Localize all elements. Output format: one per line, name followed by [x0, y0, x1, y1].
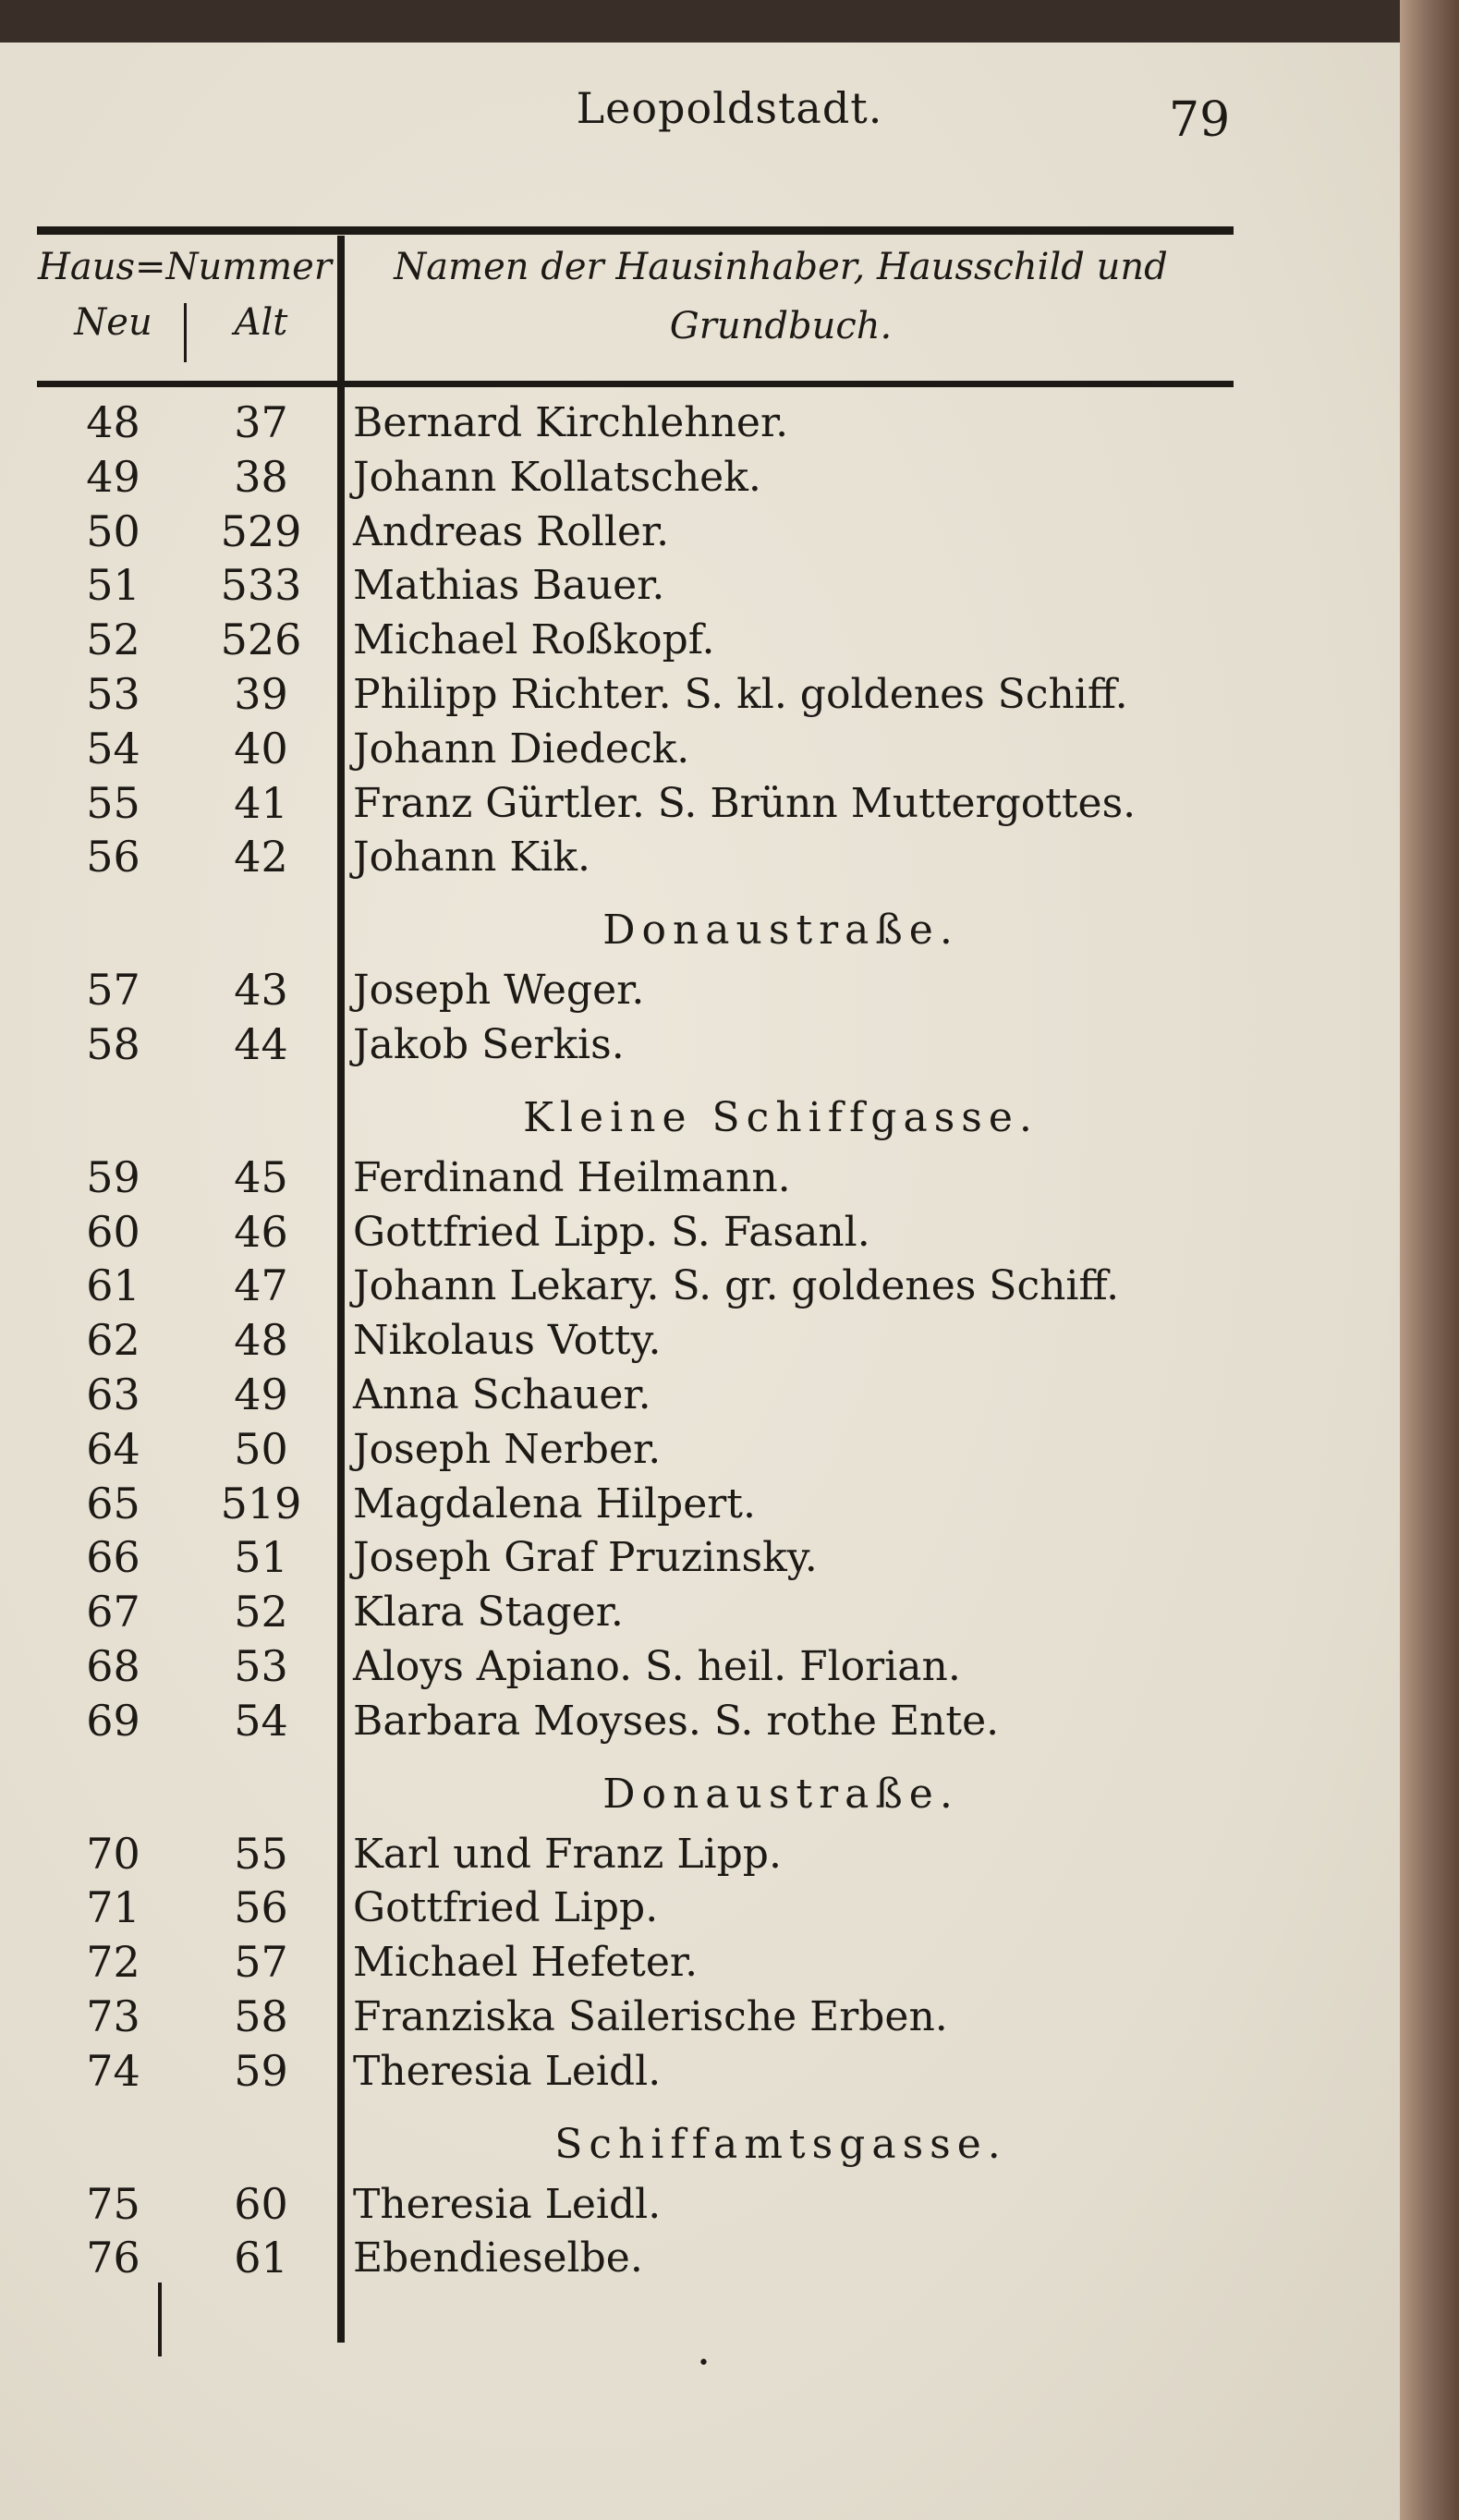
house-number-old: 57: [234, 1937, 288, 1988]
owner-name: Anna Schauer.: [353, 1371, 651, 1418]
owner-name: Franz Gürtler. S. Brünn Muttergottes.: [353, 779, 1137, 827]
house-number-new: 51: [86, 560, 140, 611]
owner-name: Klara Stager.: [353, 1589, 624, 1637]
owner-name: Gottfried Lipp.: [353, 1884, 659, 1932]
header-grundbuch: Grundbuch.: [669, 305, 893, 347]
header-haus-nummer: Haus=Nummer: [38, 246, 332, 288]
house-number-old: 48: [234, 1315, 288, 1366]
owner-name: Michael Hefeter.: [353, 1939, 699, 1987]
house-number-new: 59: [86, 1151, 140, 1202]
owner-name: Joseph Graf Pruzinsky.: [353, 1534, 818, 1582]
house-number-old: 526: [220, 615, 302, 665]
house-number-new: 62: [86, 1315, 140, 1366]
house-number-old: 61: [234, 2233, 288, 2283]
owner-name: Theresia Leidl.: [353, 2180, 662, 2228]
header-alt: Alt: [234, 301, 288, 344]
house-number-new: 76: [86, 2233, 140, 2283]
table-row: [0, 1937, 1400, 1990]
table-row: [0, 1424, 1400, 1478]
table-row: [0, 506, 1400, 560]
house-number-old: 55: [234, 1828, 288, 1879]
table-row: [0, 1882, 1400, 1936]
table-row: [0, 778, 1400, 832]
house-number-old: 53: [234, 1641, 288, 1691]
table-row: [0, 669, 1400, 723]
house-number-new: 60: [86, 1206, 140, 1257]
house-number-old: 54: [234, 1695, 288, 1746]
table-row: [0, 832, 1400, 885]
table-row: [0, 1991, 1400, 2045]
house-number-new: 67: [86, 1587, 140, 1637]
house-number-old: 533: [220, 560, 302, 611]
house-number-old: 56: [234, 1882, 288, 1933]
house-number-old: 46: [234, 1206, 288, 1257]
table-row: [0, 1260, 1400, 1314]
street-heading: Schiffamtsgasse.: [554, 2120, 1007, 2168]
table-row: [0, 1207, 1400, 1260]
street-heading: Donaustraße.: [602, 907, 959, 955]
owner-name: Ebendieselbe.: [353, 2234, 643, 2283]
owner-name: Gottfried Lipp. S. Fasanl.: [353, 1208, 870, 1256]
left-margin-line: [158, 2283, 162, 2356]
owner-name: Franziska Sailerische Erben.: [353, 1993, 948, 2040]
house-number-old: 58: [234, 1991, 288, 2041]
house-number-new: 73: [86, 1991, 140, 2041]
house-number-old: 42: [234, 832, 288, 883]
owner-name: Michael Roßkopf.: [353, 616, 715, 664]
house-number-old: 49: [234, 1370, 288, 1419]
owner-name: Theresia Leidl.: [353, 2047, 662, 2095]
table-row: [0, 965, 1400, 1018]
house-number-old: 51: [234, 1532, 288, 1583]
house-number-old: 39: [234, 669, 288, 719]
table-row: [0, 1152, 1400, 1206]
owner-name: Andreas Roller.: [353, 507, 670, 555]
table-row: [0, 1532, 1400, 1586]
table-row: [0, 397, 1400, 451]
table-row: [0, 452, 1400, 505]
table-row: [0, 1829, 1400, 1882]
house-number-new: 66: [86, 1532, 140, 1583]
owner-name: Johann Kollatschek.: [353, 453, 761, 501]
table-row: [0, 1641, 1400, 1695]
house-number-new: 64: [86, 1423, 140, 1474]
table-row: [0, 1370, 1400, 1423]
owner-name: Nikolaus Votty.: [353, 1317, 662, 1365]
house-number-new: 65: [86, 1478, 140, 1528]
house-number-new: 61: [86, 1260, 140, 1311]
table-row: [0, 2179, 1400, 2233]
owner-name: Jakob Serkis.: [353, 1021, 625, 1068]
house-number-new: 63: [86, 1370, 140, 1419]
street-heading: Kleine Schiffgasse.: [523, 1093, 1039, 1141]
house-number-old: 50: [234, 1423, 288, 1474]
owner-name: Philipp Richter. S. kl. goldenes Schiff.: [353, 671, 1128, 718]
house-number-old: 37: [234, 397, 288, 447]
table-row: [0, 615, 1400, 668]
house-number-new: 55: [86, 777, 140, 828]
header-namen: Namen der Hausinhaber, Hausschild und: [394, 246, 1168, 288]
house-number-old: 47: [234, 1260, 288, 1311]
owner-name: Ferdinand Heilmann.: [353, 1153, 791, 1201]
table-row: [0, 1315, 1400, 1369]
house-number-new: 52: [86, 615, 140, 665]
table-row: [0, 2233, 1400, 2286]
table-row: [0, 1696, 1400, 1749]
house-number-new: 70: [86, 1828, 140, 1879]
neu-alt-divider: [184, 303, 187, 362]
house-number-new: 71: [86, 1882, 140, 1933]
book-spine-edge: [1400, 0, 1459, 2520]
house-number-old: 41: [234, 777, 288, 828]
house-number-new: 68: [86, 1641, 140, 1691]
owner-name: Aloys Apiano. S. heil. Florian.: [353, 1643, 961, 1690]
house-number-old: 45: [234, 1151, 288, 1202]
house-number-new: 50: [86, 505, 140, 556]
house-number-new: 54: [86, 723, 140, 773]
house-number-old: 519: [220, 1478, 302, 1528]
house-number-old: 52: [234, 1587, 288, 1637]
house-number-new: 57: [86, 965, 140, 1016]
house-number-old: 43: [234, 965, 288, 1016]
running-head: Leopoldstadt.: [576, 83, 883, 133]
table-row: [0, 1019, 1400, 1073]
table-row: [0, 724, 1400, 777]
house-number-new: 58: [86, 1019, 140, 1069]
footer-mark: •: [698, 2352, 710, 2375]
owner-name: Johann Kik.: [353, 834, 590, 882]
table-header-rule: [37, 381, 1234, 387]
owner-name: Bernard Kirchlehner.: [353, 399, 789, 446]
house-number-new: 49: [86, 451, 140, 502]
owner-name: Barbara Moyses. S. rothe Ente.: [353, 1697, 1000, 1745]
owner-name: Magdalena Hilpert.: [353, 1479, 756, 1528]
book-top-edge: [0, 0, 1459, 43]
owner-name: Johann Lekary. S. gr. goldenes Schiff.: [353, 1262, 1120, 1310]
house-number-new: 72: [86, 1937, 140, 1988]
house-number-old: 59: [234, 2045, 288, 2096]
table-row: [0, 560, 1400, 614]
owner-name: Karl und Franz Lipp.: [353, 1830, 782, 1878]
house-number-new: 74: [86, 2045, 140, 2096]
house-number-old: 529: [220, 505, 302, 556]
owner-name: Joseph Nerber.: [353, 1425, 662, 1473]
house-number-new: 56: [86, 832, 140, 883]
house-number-old: 44: [234, 1019, 288, 1069]
owner-name: Johann Diedeck.: [353, 724, 690, 773]
owner-name: Joseph Weger.: [353, 967, 645, 1015]
header-neu: Neu: [74, 301, 152, 344]
table-top-rule: [37, 226, 1234, 235]
house-number-new: 48: [86, 397, 140, 447]
page-number: 79: [1169, 92, 1231, 148]
house-number-new: 75: [86, 2178, 140, 2229]
owner-name: Mathias Bauer.: [353, 562, 665, 610]
table-row: [0, 2046, 1400, 2100]
house-number-new: 53: [86, 669, 140, 719]
house-number-old: 40: [234, 723, 288, 773]
house-number-old: 60: [234, 2178, 288, 2229]
table-row: [0, 1587, 1400, 1640]
house-number-old: 38: [234, 451, 288, 502]
table-row: [0, 1479, 1400, 1532]
street-heading: Donaustraße.: [602, 1770, 959, 1818]
house-number-new: 69: [86, 1695, 140, 1746]
